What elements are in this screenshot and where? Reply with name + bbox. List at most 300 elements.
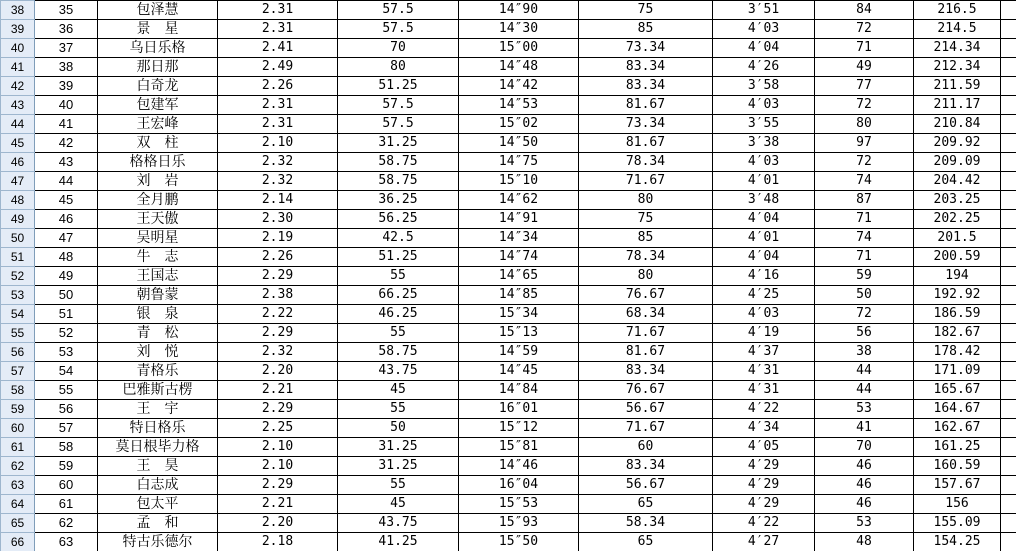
cell-name[interactable]: 包建军	[98, 96, 218, 115]
cell-seq[interactable]: 56	[35, 400, 98, 419]
cell-col5[interactable]: 14″45	[459, 362, 579, 381]
cell-seq[interactable]: 46	[35, 210, 98, 229]
cell-name[interactable]: 白志成	[98, 476, 218, 495]
cell-empty[interactable]	[1001, 210, 1016, 229]
cell-total[interactable]: 155.09	[914, 514, 1001, 533]
cell-empty[interactable]	[1001, 1, 1016, 20]
cell-col8[interactable]: 53	[815, 400, 914, 419]
cell-col4[interactable]: 57.5	[338, 96, 459, 115]
cell-col7[interactable]: 4′04	[713, 39, 815, 58]
cell-col5[interactable]: 14″84	[459, 381, 579, 400]
cell-col7[interactable]: 4′03	[713, 20, 815, 39]
cell-col8[interactable]: 77	[815, 77, 914, 96]
cell-col6[interactable]: 56.67	[579, 400, 713, 419]
row-number-header[interactable]: 57	[1, 362, 35, 381]
cell-empty[interactable]	[1001, 248, 1016, 267]
cell-col3[interactable]: 2.31	[218, 1, 338, 20]
cell-col5[interactable]: 16″04	[459, 476, 579, 495]
cell-name[interactable]: 孟 和	[98, 514, 218, 533]
cell-empty[interactable]	[1001, 343, 1016, 362]
cell-col4[interactable]: 45	[338, 381, 459, 400]
cell-total[interactable]: 160.59	[914, 457, 1001, 476]
cell-seq[interactable]: 39	[35, 77, 98, 96]
row-number-header[interactable]: 43	[1, 96, 35, 115]
cell-col6[interactable]: 78.34	[579, 248, 713, 267]
cell-seq[interactable]: 49	[35, 267, 98, 286]
cell-total[interactable]: 182.67	[914, 324, 1001, 343]
cell-col8[interactable]: 74	[815, 172, 914, 191]
cell-seq[interactable]: 45	[35, 191, 98, 210]
cell-col8[interactable]: 44	[815, 381, 914, 400]
cell-empty[interactable]	[1001, 362, 1016, 381]
cell-empty[interactable]	[1001, 96, 1016, 115]
cell-empty[interactable]	[1001, 58, 1016, 77]
cell-col7[interactable]: 3′38	[713, 134, 815, 153]
cell-total[interactable]: 162.67	[914, 419, 1001, 438]
cell-name[interactable]: 格格日乐	[98, 153, 218, 172]
cell-col6[interactable]: 80	[579, 191, 713, 210]
cell-col3[interactable]: 2.20	[218, 362, 338, 381]
cell-col4[interactable]: 80	[338, 58, 459, 77]
cell-name[interactable]: 乌日乐格	[98, 39, 218, 58]
cell-seq[interactable]: 42	[35, 134, 98, 153]
cell-col3[interactable]: 2.19	[218, 229, 338, 248]
cell-seq[interactable]: 43	[35, 153, 98, 172]
cell-col4[interactable]: 58.75	[338, 172, 459, 191]
cell-col4[interactable]: 57.5	[338, 115, 459, 134]
cell-col8[interactable]: 72	[815, 96, 914, 115]
cell-seq[interactable]: 53	[35, 343, 98, 362]
row-number-header[interactable]: 61	[1, 438, 35, 457]
cell-name[interactable]: 景 星	[98, 20, 218, 39]
cell-total[interactable]: 194	[914, 267, 1001, 286]
row-number-header[interactable]: 50	[1, 229, 35, 248]
cell-seq[interactable]: 47	[35, 229, 98, 248]
cell-col5[interactable]: 15″02	[459, 115, 579, 134]
cell-name[interactable]: 双 柱	[98, 134, 218, 153]
row-number-header[interactable]: 48	[1, 191, 35, 210]
cell-name[interactable]: 包太平	[98, 495, 218, 514]
cell-col6[interactable]: 71.67	[579, 172, 713, 191]
cell-total[interactable]: 178.42	[914, 343, 1001, 362]
cell-total[interactable]: 165.67	[914, 381, 1001, 400]
cell-seq[interactable]: 41	[35, 115, 98, 134]
cell-seq[interactable]: 52	[35, 324, 98, 343]
cell-col8[interactable]: 87	[815, 191, 914, 210]
cell-name[interactable]: 青 松	[98, 324, 218, 343]
cell-col5[interactable]: 15″50	[459, 533, 579, 551]
cell-seq[interactable]: 51	[35, 305, 98, 324]
cell-col7[interactable]: 3′48	[713, 191, 815, 210]
cell-col5[interactable]: 14″42	[459, 77, 579, 96]
cell-seq[interactable]: 55	[35, 381, 98, 400]
cell-col5[interactable]: 14″30	[459, 20, 579, 39]
cell-col5[interactable]: 15″53	[459, 495, 579, 514]
cell-seq[interactable]: 35	[35, 1, 98, 20]
cell-col4[interactable]: 42.5	[338, 229, 459, 248]
cell-empty[interactable]	[1001, 419, 1016, 438]
row-number-header[interactable]: 42	[1, 77, 35, 96]
cell-col6[interactable]: 65	[579, 533, 713, 551]
cell-col8[interactable]: 80	[815, 115, 914, 134]
cell-name[interactable]: 巴雅斯古楞	[98, 381, 218, 400]
cell-col4[interactable]: 55	[338, 476, 459, 495]
cell-col7[interactable]: 4′04	[713, 248, 815, 267]
cell-total[interactable]: 154.25	[914, 533, 1001, 551]
cell-empty[interactable]	[1001, 495, 1016, 514]
cell-col7[interactable]: 4′03	[713, 153, 815, 172]
cell-total[interactable]: 212.34	[914, 58, 1001, 77]
cell-col4[interactable]: 46.25	[338, 305, 459, 324]
cell-total[interactable]: 171.09	[914, 362, 1001, 381]
row-number-header[interactable]: 65	[1, 514, 35, 533]
cell-empty[interactable]	[1001, 533, 1016, 551]
cell-col3[interactable]: 2.21	[218, 495, 338, 514]
cell-col8[interactable]: 48	[815, 533, 914, 551]
cell-seq[interactable]: 44	[35, 172, 98, 191]
cell-col5[interactable]: 14″90	[459, 1, 579, 20]
cell-col6[interactable]: 68.34	[579, 305, 713, 324]
cell-total[interactable]: 156	[914, 495, 1001, 514]
cell-col7[interactable]: 4′25	[713, 286, 815, 305]
cell-name[interactable]: 银 泉	[98, 305, 218, 324]
cell-col5[interactable]: 15″81	[459, 438, 579, 457]
cell-total[interactable]: 214.5	[914, 20, 1001, 39]
cell-name[interactable]: 刘 悦	[98, 343, 218, 362]
cell-empty[interactable]	[1001, 305, 1016, 324]
cell-empty[interactable]	[1001, 39, 1016, 58]
cell-col7[interactable]: 4′22	[713, 400, 815, 419]
cell-col4[interactable]: 58.75	[338, 343, 459, 362]
cell-col7[interactable]: 4′05	[713, 438, 815, 457]
cell-col6[interactable]: 56.67	[579, 476, 713, 495]
row-number-header[interactable]: 56	[1, 343, 35, 362]
row-number-header[interactable]: 45	[1, 134, 35, 153]
cell-col6[interactable]: 73.34	[579, 39, 713, 58]
cell-col7[interactable]: 4′26	[713, 58, 815, 77]
cell-empty[interactable]	[1001, 514, 1016, 533]
cell-col4[interactable]: 31.25	[338, 457, 459, 476]
cell-total[interactable]: 211.17	[914, 96, 1001, 115]
cell-col7[interactable]: 4′31	[713, 362, 815, 381]
cell-name[interactable]: 白奇龙	[98, 77, 218, 96]
cell-col8[interactable]: 97	[815, 134, 914, 153]
cell-col5[interactable]: 14″48	[459, 58, 579, 77]
cell-col4[interactable]: 57.5	[338, 1, 459, 20]
cell-col7[interactable]: 4′01	[713, 172, 815, 191]
cell-col6[interactable]: 80	[579, 267, 713, 286]
cell-col3[interactable]: 2.26	[218, 77, 338, 96]
cell-col8[interactable]: 49	[815, 58, 914, 77]
cell-col5[interactable]: 14″91	[459, 210, 579, 229]
row-number-header[interactable]: 40	[1, 39, 35, 58]
cell-col7[interactable]: 3′55	[713, 115, 815, 134]
cell-col7[interactable]: 4′19	[713, 324, 815, 343]
row-number-header[interactable]: 62	[1, 457, 35, 476]
cell-col4[interactable]: 66.25	[338, 286, 459, 305]
cell-name[interactable]: 那日那	[98, 58, 218, 77]
row-number-header[interactable]: 64	[1, 495, 35, 514]
cell-col3[interactable]: 2.29	[218, 267, 338, 286]
cell-empty[interactable]	[1001, 20, 1016, 39]
cell-seq[interactable]: 61	[35, 495, 98, 514]
cell-col4[interactable]: 45	[338, 495, 459, 514]
cell-col4[interactable]: 50	[338, 419, 459, 438]
cell-col7[interactable]: 4′29	[713, 457, 815, 476]
cell-col5[interactable]: 15″13	[459, 324, 579, 343]
cell-col7[interactable]: 4′01	[713, 229, 815, 248]
cell-col4[interactable]: 31.25	[338, 134, 459, 153]
cell-col4[interactable]: 41.25	[338, 533, 459, 551]
cell-seq[interactable]: 62	[35, 514, 98, 533]
cell-total[interactable]: 157.67	[914, 476, 1001, 495]
cell-col6[interactable]: 83.34	[579, 77, 713, 96]
row-number-header[interactable]: 49	[1, 210, 35, 229]
cell-col3[interactable]: 2.25	[218, 419, 338, 438]
cell-col3[interactable]: 2.18	[218, 533, 338, 551]
cell-col6[interactable]: 76.67	[579, 286, 713, 305]
cell-col3[interactable]: 2.41	[218, 39, 338, 58]
cell-col7[interactable]: 3′51	[713, 1, 815, 20]
cell-col4[interactable]: 36.25	[338, 191, 459, 210]
cell-empty[interactable]	[1001, 134, 1016, 153]
cell-name[interactable]: 刘 岩	[98, 172, 218, 191]
cell-col6[interactable]: 83.34	[579, 362, 713, 381]
cell-col8[interactable]: 46	[815, 476, 914, 495]
cell-name[interactable]: 王天傲	[98, 210, 218, 229]
cell-col6[interactable]: 81.67	[579, 343, 713, 362]
cell-col3[interactable]: 2.31	[218, 20, 338, 39]
cell-seq[interactable]: 58	[35, 438, 98, 457]
cell-seq[interactable]: 48	[35, 248, 98, 267]
row-number-header[interactable]: 38	[1, 1, 35, 20]
cell-col5[interactable]: 14″34	[459, 229, 579, 248]
cell-col8[interactable]: 84	[815, 1, 914, 20]
cell-empty[interactable]	[1001, 115, 1016, 134]
cell-empty[interactable]	[1001, 77, 1016, 96]
row-number-header[interactable]: 53	[1, 286, 35, 305]
cell-col8[interactable]: 46	[815, 457, 914, 476]
cell-name[interactable]: 王国志	[98, 267, 218, 286]
cell-col6[interactable]: 83.34	[579, 457, 713, 476]
cell-name[interactable]: 吴明星	[98, 229, 218, 248]
cell-col6[interactable]: 71.67	[579, 324, 713, 343]
cell-empty[interactable]	[1001, 267, 1016, 286]
cell-total[interactable]: 216.5	[914, 1, 1001, 20]
cell-col6[interactable]: 58.34	[579, 514, 713, 533]
cell-col8[interactable]: 74	[815, 229, 914, 248]
cell-col4[interactable]: 58.75	[338, 153, 459, 172]
cell-col6[interactable]: 60	[579, 438, 713, 457]
cell-col8[interactable]: 38	[815, 343, 914, 362]
cell-col4[interactable]: 55	[338, 324, 459, 343]
cell-seq[interactable]: 60	[35, 476, 98, 495]
cell-col3[interactable]: 2.10	[218, 134, 338, 153]
cell-col8[interactable]: 50	[815, 286, 914, 305]
cell-col4[interactable]: 51.25	[338, 248, 459, 267]
cell-empty[interactable]	[1001, 438, 1016, 457]
cell-col6[interactable]: 73.34	[579, 115, 713, 134]
cell-col5[interactable]: 15″10	[459, 172, 579, 191]
cell-empty[interactable]	[1001, 229, 1016, 248]
cell-seq[interactable]: 63	[35, 533, 98, 551]
cell-col4[interactable]: 57.5	[338, 20, 459, 39]
cell-col6[interactable]: 85	[579, 229, 713, 248]
cell-col8[interactable]: 44	[815, 362, 914, 381]
cell-col3[interactable]: 2.14	[218, 191, 338, 210]
cell-name[interactable]: 青格乐	[98, 362, 218, 381]
cell-total[interactable]: 210.84	[914, 115, 1001, 134]
cell-col4[interactable]: 70	[338, 39, 459, 58]
row-number-header[interactable]: 44	[1, 115, 35, 134]
cell-col6[interactable]: 65	[579, 495, 713, 514]
cell-col3[interactable]: 2.29	[218, 324, 338, 343]
cell-name[interactable]: 特日格乐	[98, 419, 218, 438]
cell-col3[interactable]: 2.49	[218, 58, 338, 77]
row-number-header[interactable]: 54	[1, 305, 35, 324]
cell-col5[interactable]: 15″34	[459, 305, 579, 324]
cell-seq[interactable]: 50	[35, 286, 98, 305]
cell-empty[interactable]	[1001, 457, 1016, 476]
cell-col6[interactable]: 85	[579, 20, 713, 39]
cell-col8[interactable]: 56	[815, 324, 914, 343]
cell-seq[interactable]: 37	[35, 39, 98, 58]
cell-col5[interactable]: 15″12	[459, 419, 579, 438]
cell-seq[interactable]: 38	[35, 58, 98, 77]
cell-col3[interactable]: 2.31	[218, 96, 338, 115]
cell-col5[interactable]: 14″62	[459, 191, 579, 210]
cell-col8[interactable]: 72	[815, 305, 914, 324]
cell-col5[interactable]: 14″65	[459, 267, 579, 286]
cell-col7[interactable]: 4′31	[713, 381, 815, 400]
cell-col3[interactable]: 2.38	[218, 286, 338, 305]
cell-col4[interactable]: 55	[338, 400, 459, 419]
cell-total[interactable]: 204.42	[914, 172, 1001, 191]
cell-col5[interactable]: 14″74	[459, 248, 579, 267]
cell-name[interactable]: 全月鹏	[98, 191, 218, 210]
cell-col8[interactable]: 72	[815, 153, 914, 172]
cell-empty[interactable]	[1001, 172, 1016, 191]
cell-col8[interactable]: 71	[815, 248, 914, 267]
cell-col3[interactable]: 2.20	[218, 514, 338, 533]
cell-total[interactable]: 202.25	[914, 210, 1001, 229]
cell-col7[interactable]: 4′29	[713, 495, 815, 514]
cell-col8[interactable]: 70	[815, 438, 914, 457]
cell-col8[interactable]: 71	[815, 210, 914, 229]
cell-col3[interactable]: 2.32	[218, 172, 338, 191]
cell-total[interactable]: 161.25	[914, 438, 1001, 457]
row-number-header[interactable]: 58	[1, 381, 35, 400]
cell-col4[interactable]: 43.75	[338, 362, 459, 381]
cell-col6[interactable]: 83.34	[579, 58, 713, 77]
row-number-header[interactable]: 60	[1, 419, 35, 438]
row-number-header[interactable]: 39	[1, 20, 35, 39]
cell-empty[interactable]	[1001, 324, 1016, 343]
cell-col3[interactable]: 2.22	[218, 305, 338, 324]
cell-name[interactable]: 包泽慧	[98, 1, 218, 20]
cell-total[interactable]: 209.92	[914, 134, 1001, 153]
row-number-header[interactable]: 59	[1, 400, 35, 419]
cell-col3[interactable]: 2.31	[218, 115, 338, 134]
cell-col7[interactable]: 4′03	[713, 96, 815, 115]
cell-total[interactable]: 200.59	[914, 248, 1001, 267]
cell-col3[interactable]: 2.10	[218, 438, 338, 457]
cell-col7[interactable]: 4′03	[713, 305, 815, 324]
cell-col5[interactable]: 14″75	[459, 153, 579, 172]
row-number-header[interactable]: 51	[1, 248, 35, 267]
cell-col3[interactable]: 2.32	[218, 153, 338, 172]
cell-name[interactable]: 王宏峰	[98, 115, 218, 134]
cell-total[interactable]: 209.09	[914, 153, 1001, 172]
cell-empty[interactable]	[1001, 400, 1016, 419]
cell-col5[interactable]: 15″93	[459, 514, 579, 533]
cell-col4[interactable]: 43.75	[338, 514, 459, 533]
cell-empty[interactable]	[1001, 476, 1016, 495]
cell-col3[interactable]: 2.30	[218, 210, 338, 229]
cell-name[interactable]: 王 宇	[98, 400, 218, 419]
cell-name[interactable]: 牛 志	[98, 248, 218, 267]
cell-col7[interactable]: 4′27	[713, 533, 815, 551]
row-number-header[interactable]: 66	[1, 533, 35, 551]
cell-seq[interactable]: 40	[35, 96, 98, 115]
cell-col7[interactable]: 4′34	[713, 419, 815, 438]
row-number-header[interactable]: 52	[1, 267, 35, 286]
cell-name[interactable]: 莫日根毕力格	[98, 438, 218, 457]
cell-total[interactable]: 201.5	[914, 229, 1001, 248]
cell-col3[interactable]: 2.21	[218, 381, 338, 400]
cell-col6[interactable]: 78.34	[579, 153, 713, 172]
row-number-header[interactable]: 63	[1, 476, 35, 495]
cell-col8[interactable]: 71	[815, 39, 914, 58]
cell-col8[interactable]: 72	[815, 20, 914, 39]
cell-empty[interactable]	[1001, 381, 1016, 400]
cell-empty[interactable]	[1001, 153, 1016, 172]
cell-name[interactable]: 王 昊	[98, 457, 218, 476]
cell-total[interactable]: 214.34	[914, 39, 1001, 58]
cell-seq[interactable]: 54	[35, 362, 98, 381]
cell-col8[interactable]: 59	[815, 267, 914, 286]
cell-col5[interactable]: 16″01	[459, 400, 579, 419]
cell-col3[interactable]: 2.29	[218, 400, 338, 419]
cell-col8[interactable]: 41	[815, 419, 914, 438]
cell-seq[interactable]: 57	[35, 419, 98, 438]
cell-empty[interactable]	[1001, 286, 1016, 305]
cell-col6[interactable]: 81.67	[579, 96, 713, 115]
row-number-header[interactable]: 47	[1, 172, 35, 191]
cell-col3[interactable]: 2.10	[218, 457, 338, 476]
cell-col8[interactable]: 53	[815, 514, 914, 533]
cell-col5[interactable]: 14″59	[459, 343, 579, 362]
row-number-header[interactable]: 46	[1, 153, 35, 172]
cell-seq[interactable]: 36	[35, 20, 98, 39]
cell-col6[interactable]: 81.67	[579, 134, 713, 153]
cell-col6[interactable]: 75	[579, 1, 713, 20]
cell-col7[interactable]: 4′29	[713, 476, 815, 495]
cell-col7[interactable]: 3′58	[713, 77, 815, 96]
cell-col5[interactable]: 14″53	[459, 96, 579, 115]
cell-empty[interactable]	[1001, 191, 1016, 210]
cell-name[interactable]: 特古乐德尔	[98, 533, 218, 551]
row-number-header[interactable]: 41	[1, 58, 35, 77]
cell-total[interactable]: 186.59	[914, 305, 1001, 324]
cell-col3[interactable]: 2.32	[218, 343, 338, 362]
cell-col4[interactable]: 31.25	[338, 438, 459, 457]
cell-col4[interactable]: 55	[338, 267, 459, 286]
cell-col4[interactable]: 51.25	[338, 77, 459, 96]
cell-total[interactable]: 164.67	[914, 400, 1001, 419]
cell-col5[interactable]: 14″46	[459, 457, 579, 476]
cell-col7[interactable]: 4′22	[713, 514, 815, 533]
